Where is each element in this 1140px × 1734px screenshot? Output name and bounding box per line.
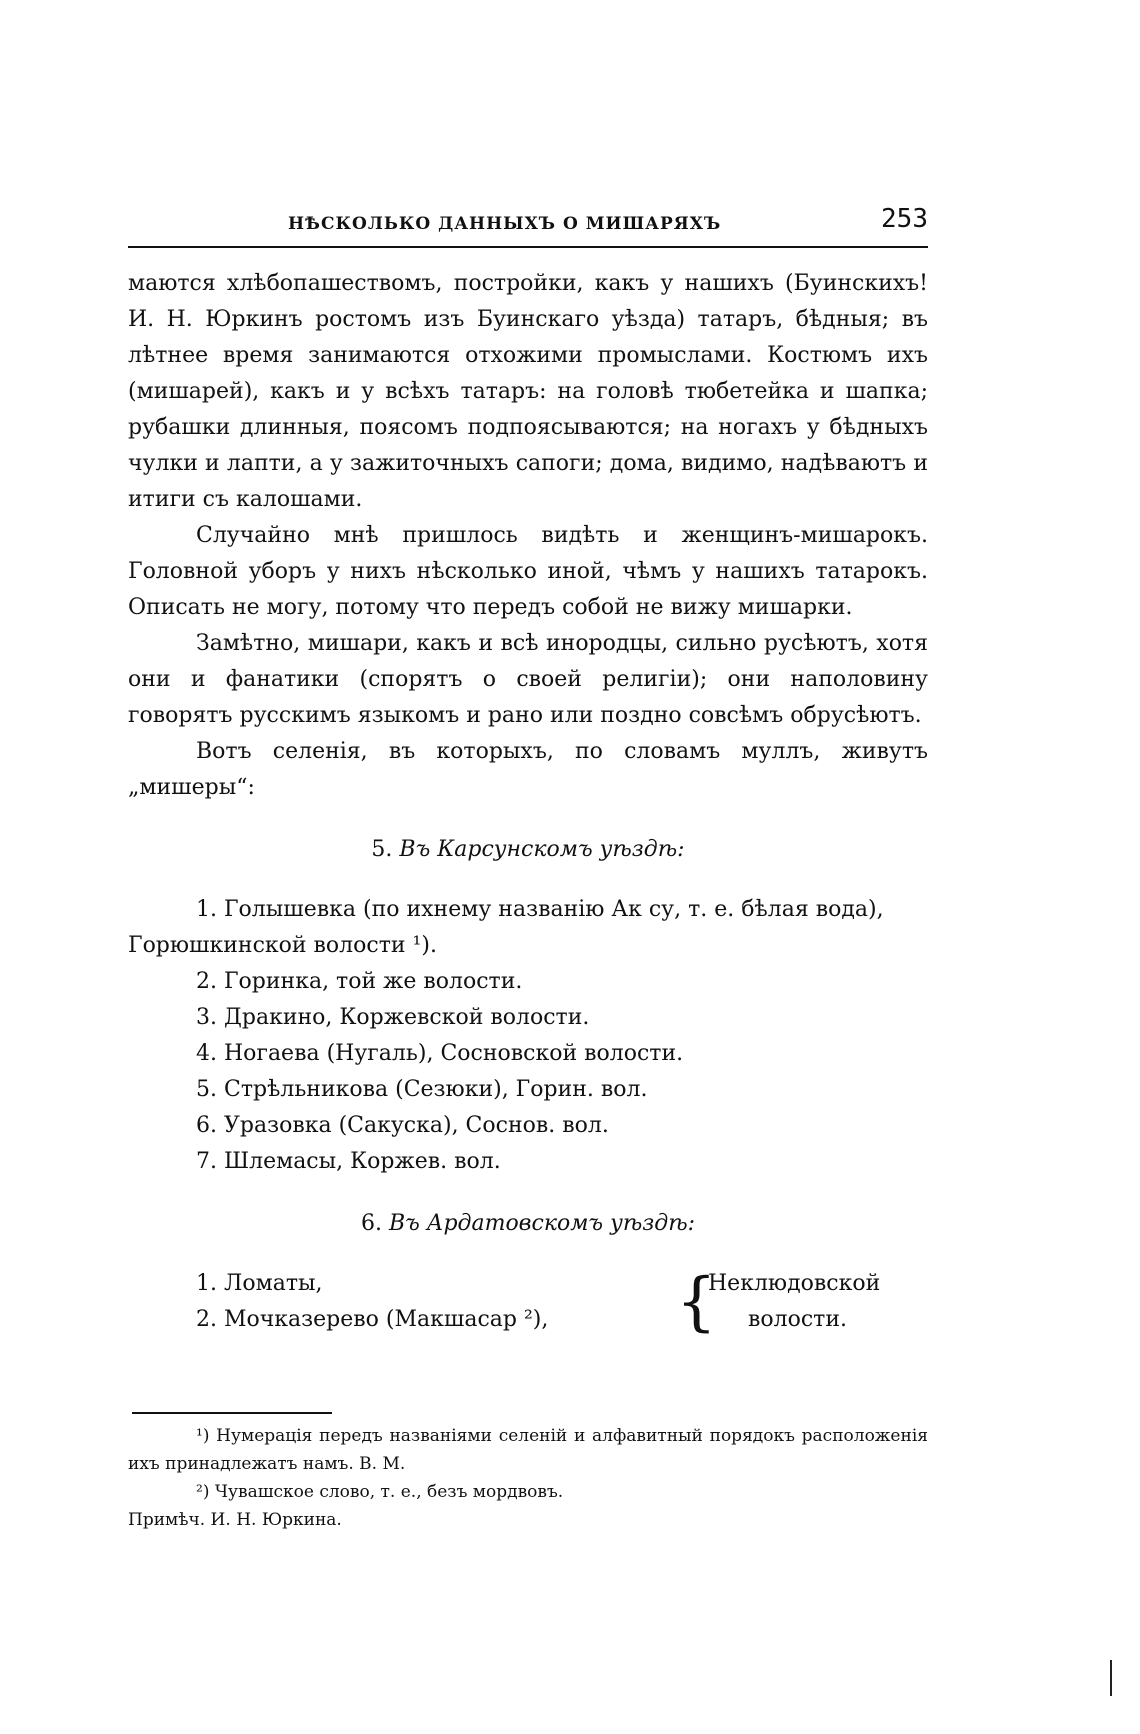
section-5-number: 5. bbox=[371, 837, 393, 862]
list-item: 2. Мочказерево (Макшасар ²), bbox=[196, 1307, 549, 1332]
footnote-1: ¹) Нумерація передъ названіями селеній и алфавитный порядокъ расположенія ихъ принадлежатъ намъ. В. М. bbox=[128, 1426, 928, 1474]
curly-brace: { bbox=[676, 1265, 717, 1339]
section-6-title: Въ Ардатовскомъ уѣздѣ: bbox=[388, 1211, 696, 1236]
group-note-line-2: волости. bbox=[748, 1307, 847, 1332]
footnote-2: ²) Чувашское слово, т. е., безъ мордвовъ. bbox=[196, 1482, 564, 1502]
group-note-line-1: Неклюдовской bbox=[708, 1271, 881, 1296]
footnote-signature: Примѣч. И. Н. Юркина. bbox=[128, 1510, 342, 1530]
page-number: 253 bbox=[881, 204, 928, 234]
footnote-rule bbox=[132, 1412, 332, 1414]
list-item: 1. Ломаты, bbox=[196, 1271, 323, 1296]
page-header bbox=[128, 200, 928, 240]
list-item: 6. Уразовка (Сакуска), Соснов. вол. bbox=[196, 1113, 609, 1138]
list-item: 4. Ногаева (Нугаль), Сосновской волости. bbox=[196, 1041, 684, 1066]
paragraph-2: Случайно мнѣ пришлось видѣть и женщинъ-мишарокъ. Головной уборъ у нихъ нѣсколько иной, чѣмъ у нашихъ татарокъ. Описать не могу, потому что передъ собой не вижу мишарки. bbox=[128, 523, 928, 620]
list-item: 3. Дракино, Коржевской волости. bbox=[196, 1005, 590, 1030]
section-5-title: Въ Карсунскомъ уѣздѣ: bbox=[399, 837, 685, 862]
settlement-list-6-items bbox=[128, 1266, 688, 1338]
footnotes bbox=[128, 1422, 928, 1534]
list-item: 5. Стрѣльникова (Сезюки), Горин. вол. bbox=[196, 1077, 648, 1102]
list-item: 1. Голышевка (по ихнему названію Ак су, т. е. бѣлая вода), Горюшкинской волости ¹). bbox=[128, 897, 884, 958]
section-6-number: 6. bbox=[360, 1211, 382, 1236]
settlement-list-6 bbox=[128, 1266, 928, 1338]
list-item: 2. Горинка, той же волости. bbox=[196, 969, 523, 994]
paragraph-4: Вотъ селенія, въ которыхъ, по словамъ муллъ, живутъ „мишеры“: bbox=[128, 739, 928, 800]
settlement-list-5 bbox=[128, 892, 928, 1180]
list-item: 7. Шлемасы, Коржев. вол. bbox=[196, 1149, 501, 1174]
section-6-heading bbox=[128, 1206, 928, 1242]
main-text bbox=[128, 266, 928, 1338]
header-rule bbox=[128, 246, 928, 248]
group-note bbox=[708, 1266, 928, 1338]
paragraph-3: Замѣтно, мишари, какъ и всѣ инородцы, сильно русѣютъ, хотя они и фанатики (спорятъ о своей религіи); они наполовину говорятъ русскимъ языкомъ и рано или поздно совсѣмъ обрусѣютъ. bbox=[128, 631, 928, 728]
section-5-heading bbox=[128, 832, 928, 868]
paragraph-1: маются хлѣбопашествомъ, постройки, какъ у нашихъ (Буинскихъ! И. Н. Юркинъ ростомъ изъ Буинскаго уѣзда) татаръ, бѣдныя; въ лѣтнее время занимаются отхожими промыслами. Костюмъ ихъ (мишарей), какъ и у всѣхъ татаръ: на головѣ тюбетейка и шапка; рубашки длинныя, поясомъ подпоясываются; на ногахъ у бѣдныхъ чулки и лапти, а у зажиточныхъ сапоги; дома, видимо, надѣваютъ и итиги съ калошами. bbox=[128, 271, 928, 512]
running-title: НѢСКОЛЬКО ДАННЫХЪ О МИШАРЯХЪ bbox=[288, 214, 722, 234]
scan-mark bbox=[1110, 1660, 1112, 1696]
